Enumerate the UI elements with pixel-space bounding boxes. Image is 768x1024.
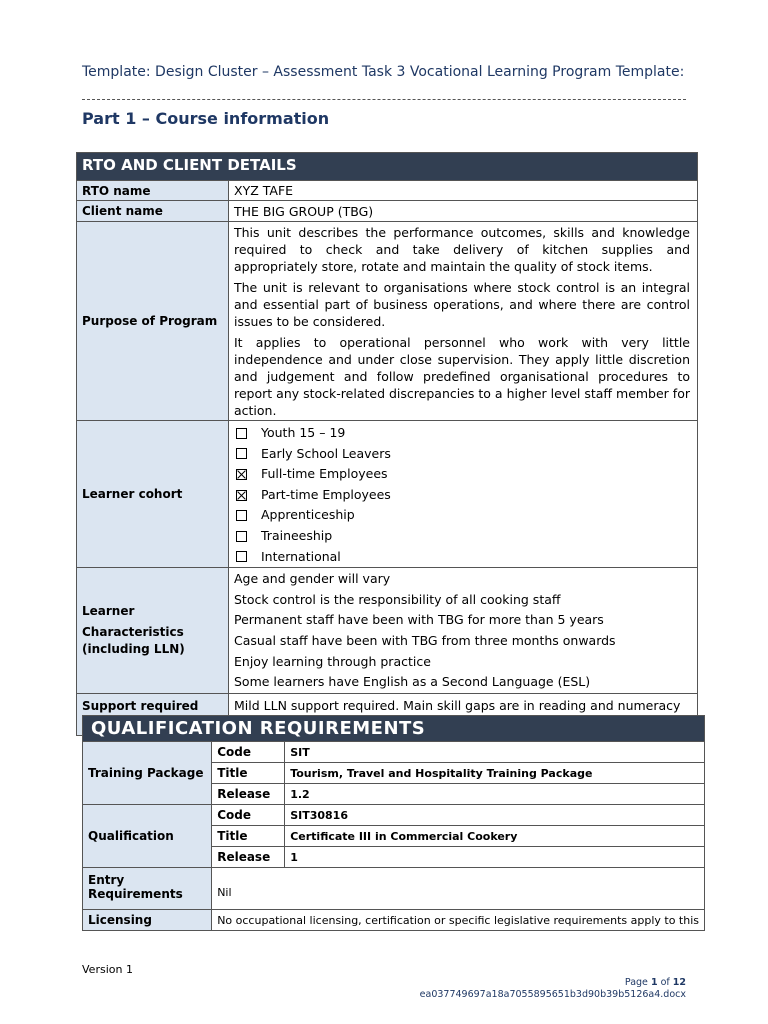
cohort-item-label: Apprenticeship [261, 507, 355, 523]
entry-requirements-value: Nil [212, 868, 705, 910]
purpose-paragraph: This unit describes the performance outcomes, skills and knowledge required to check and take delivery of kitchen supplies and appropriately store, rotate and maintain the quality of stock items. [234, 225, 690, 274]
tp-code-label: Code [212, 742, 285, 763]
cohort-item-label: Part-time Employees [261, 486, 391, 502]
q-title-label: Title [212, 826, 285, 847]
footer-page-number [625, 977, 686, 988]
tp-code-value: SIT [285, 742, 705, 763]
checkbox[interactable] [236, 531, 247, 542]
page-of: of [657, 977, 673, 988]
q-title-value: Certificate III in Commercial Cookery [285, 826, 705, 847]
characteristics-label-line: Characteristics (including LLN) [82, 624, 185, 656]
checkbox[interactable] [236, 490, 247, 501]
rto-section-banner: RTO AND CLIENT DETAILS [77, 153, 698, 181]
cohort-item-label: Full-time Employees [261, 466, 388, 482]
training-package-label: Training Package [83, 742, 212, 805]
purpose-value [229, 222, 698, 421]
checkbox[interactable] [236, 469, 247, 480]
rto-name-label: RTO name [77, 181, 229, 201]
characteristic-item: Some learners have English as a Second Language (ESL) [234, 674, 591, 690]
cohort-item-label: Early School Leavers [261, 445, 391, 461]
cohort-item [234, 505, 692, 526]
checkbox[interactable] [236, 428, 247, 439]
cohort-item [234, 485, 692, 506]
characteristics-label [77, 568, 229, 694]
entry-requirements-label: Entry Requirements [83, 868, 212, 910]
qualification-section-banner: QUALIFICATION REQUIREMENTS [83, 716, 705, 742]
tp-title-value: Tourism, Travel and Hospitality Training Package [285, 763, 705, 784]
support-value: Mild LLN support required. Main skill gaps are in reading and numeracy [229, 693, 698, 735]
q-release-label: Release [212, 847, 285, 868]
rto-client-details-table [76, 152, 698, 736]
header-divider [82, 99, 686, 100]
checkbox[interactable] [236, 551, 247, 562]
purpose-paragraph: It applies to operational personnel who work with very little independence and under close supervision. They apply little discretion and judgement and follow predefined organisational procedures to report any stock-related discrepancies to a higher level staff member for action. [234, 335, 690, 418]
footer-version: Version 1 [82, 963, 133, 976]
cohort-item [234, 444, 692, 465]
cohort-label: Learner cohort [77, 421, 229, 568]
q-code-label: Code [212, 805, 285, 826]
characteristics-list [229, 568, 698, 694]
cohort-item-label: Traineeship [261, 527, 333, 543]
licensing-label: Licensing [83, 910, 212, 931]
q-release-value: 1 [285, 847, 705, 868]
rto-name-value: XYZ TAFE [229, 181, 698, 201]
checkbox[interactable] [236, 448, 247, 459]
document-header-title: Template: Design Cluster – Assessment Task 3 Vocational Learning Program Template: [82, 64, 685, 80]
qualification-requirements-table [82, 715, 705, 931]
tp-release-label: Release [212, 784, 285, 805]
page-total: 12 [672, 977, 686, 988]
cohort-item-label: Youth 15 – 19 [261, 425, 346, 440]
cohort-item [234, 547, 692, 568]
cohort-item-label: International [261, 548, 341, 564]
licensing-value: No occupational licensing, certification or specific legislative requirements apply to this [212, 910, 705, 931]
characteristic-item: Age and gender will vary [234, 571, 391, 587]
support-label: Support required [77, 693, 229, 735]
characteristic-item: Enjoy learning through practice [234, 653, 431, 669]
cohort-item [234, 464, 692, 485]
purpose-paragraph: The unit is relevant to organisations where stock control is an integral and essential part of business operations, and where there are control issues to be considered. [234, 280, 690, 329]
cohort-item [234, 423, 692, 444]
checkbox[interactable] [236, 510, 247, 521]
qualification-label: Qualification [83, 805, 212, 868]
cohort-item [234, 526, 692, 547]
client-name-label: Client name [77, 201, 229, 222]
part-heading: Part 1 – Course information [82, 109, 330, 128]
characteristic-item: Permanent staff have been with TBG for more than 5 years [234, 612, 604, 628]
footer-filename: ea037749697a18a7055895651b3d90b39b5126a4.docx [419, 989, 686, 1000]
characteristic-item: Casual staff have been with TBG from three months onwards [234, 632, 616, 648]
cohort-list [229, 421, 698, 568]
tp-title-label: Title [212, 763, 285, 784]
characteristic-item: Stock control is the responsibility of all cooking staff [234, 591, 561, 607]
client-name-value: THE BIG GROUP (TBG) [229, 201, 698, 222]
characteristics-label-line: Learner [82, 603, 135, 618]
page-current: 1 [650, 977, 658, 988]
tp-release-value: 1.2 [285, 784, 705, 805]
page-prefix: Page [624, 977, 651, 988]
q-code-value: SIT30816 [285, 805, 705, 826]
purpose-label: Purpose of Program [77, 222, 229, 421]
